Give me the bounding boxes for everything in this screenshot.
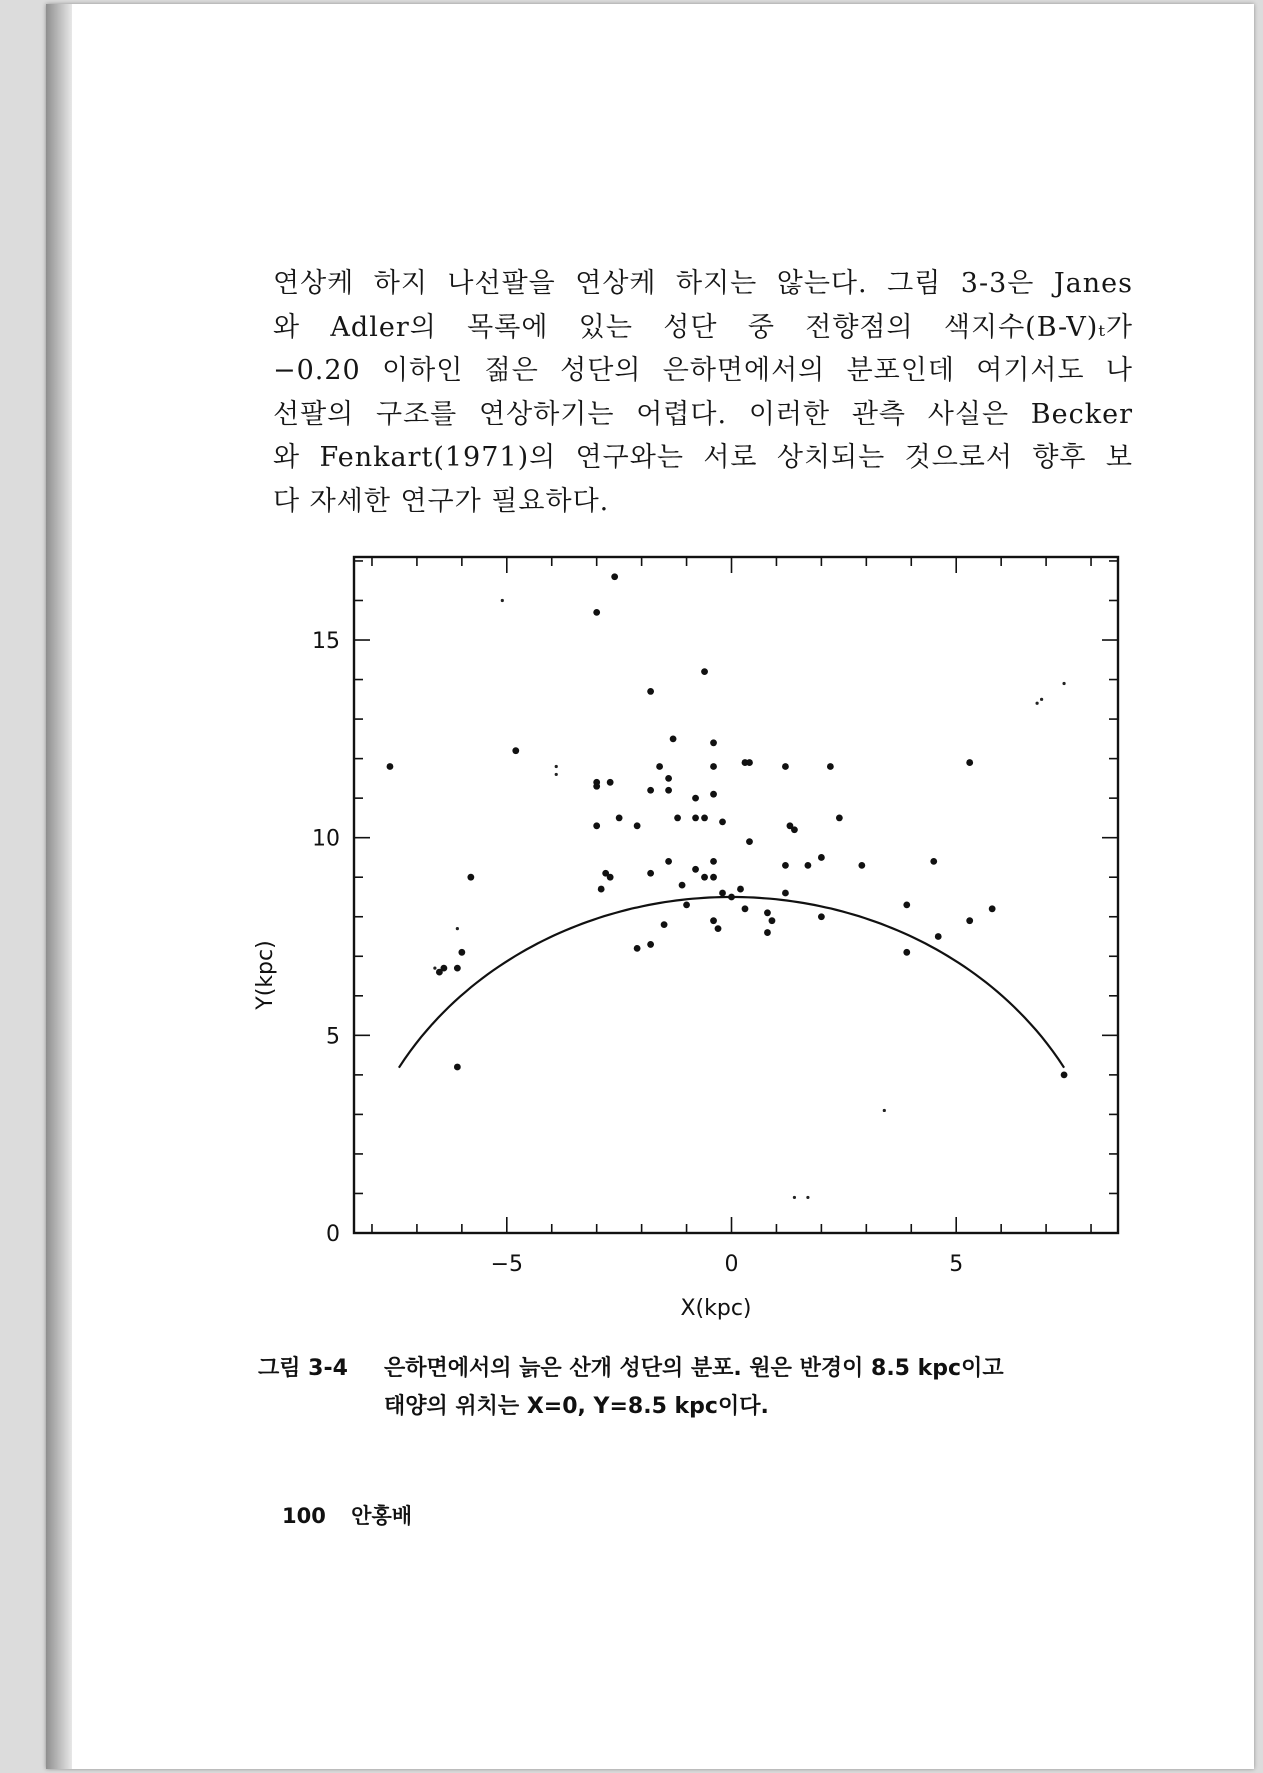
cluster-point-small: [806, 1196, 809, 1199]
body-paragraph: [273, 262, 1133, 523]
book-spine: [46, 4, 72, 1769]
cluster-point: [710, 739, 717, 746]
cluster-point: [607, 779, 614, 786]
cluster-point: [710, 791, 717, 798]
cluster-point-small: [1062, 682, 1065, 685]
body-line: −0.20 이하인 젊은 성단의 은하면에서의 분포인데 여기서도 나: [273, 355, 1133, 386]
cluster-point-small: [1036, 702, 1039, 705]
cluster-point: [440, 965, 447, 972]
page-number: 100: [282, 1504, 326, 1528]
cluster-point-small: [883, 1109, 886, 1112]
cluster-point: [458, 949, 465, 956]
cluster-point: [710, 858, 717, 865]
cluster-point: [670, 735, 677, 742]
x-axis-title: X(kpc): [680, 1296, 752, 1321]
cluster-point: [791, 826, 798, 833]
cluster-point: [593, 783, 600, 790]
cluster-point: [719, 890, 726, 897]
body-line: 연상케 하지 나선팔을 연상케 하지는 않는다. 그림 3-3은 Janes: [273, 268, 1133, 299]
scatter-figure: [240, 545, 1140, 1325]
cluster-point: [818, 854, 825, 861]
cluster-point: [616, 815, 623, 822]
cluster-point-small: [433, 967, 436, 970]
cluster-point: [454, 1064, 461, 1071]
cluster-point: [782, 862, 789, 869]
cluster-point: [701, 874, 708, 881]
cluster-point: [656, 763, 663, 770]
cluster-point: [692, 795, 699, 802]
cluster-point-small: [456, 927, 459, 930]
cluster-point: [710, 763, 717, 770]
cluster-point: [715, 925, 722, 932]
cluster-point: [611, 573, 618, 580]
cluster-point: [782, 763, 789, 770]
cluster-point: [665, 775, 672, 782]
cluster-point: [692, 815, 699, 822]
cluster-point: [607, 874, 614, 881]
cluster-point: [701, 668, 708, 675]
cluster-point: [665, 787, 672, 794]
y-tick-label: 0: [326, 1222, 340, 1247]
cluster-point: [674, 815, 681, 822]
cluster-point: [737, 886, 744, 893]
y-axis-title: Y(kpc): [253, 940, 278, 1010]
cluster-point: [679, 882, 686, 889]
cluster-point: [836, 815, 843, 822]
y-tick-label: 5: [326, 1024, 340, 1050]
cluster-point: [805, 862, 812, 869]
cluster-point: [782, 890, 789, 897]
cluster-point: [467, 874, 474, 881]
cluster-point: [634, 945, 641, 952]
y-tick-label: 15: [312, 629, 340, 655]
solar-circle-arc: [399, 897, 1064, 1068]
cluster-point: [598, 886, 605, 893]
cluster-point: [858, 862, 865, 869]
cluster-point: [966, 759, 973, 766]
cluster-point: [930, 858, 937, 865]
body-line: 다 자세한 연구가 필요하다.: [273, 485, 610, 517]
cluster-point: [818, 913, 825, 920]
x-tick-label: 5: [949, 1252, 964, 1277]
cluster-point: [989, 905, 996, 912]
running-author: 안홍배: [351, 1504, 413, 1528]
cluster-point: [665, 858, 672, 865]
cluster-point-small: [793, 1196, 796, 1199]
cluster-point: [647, 941, 654, 948]
cluster-point: [966, 917, 973, 924]
cluster-point: [719, 818, 726, 825]
cluster-point-small: [555, 765, 558, 768]
cluster-point: [769, 917, 776, 924]
cluster-point-small: [501, 599, 504, 602]
plot-frame: [354, 557, 1118, 1233]
body-line: 와 Fenkart(1971)의 연구와는 서로 상치되는 것으로서 향후 보: [273, 442, 1133, 473]
cluster-point: [387, 763, 394, 770]
cluster-point: [647, 787, 654, 794]
cluster-point: [728, 894, 735, 901]
cluster-point: [647, 870, 654, 877]
cluster-point: [710, 917, 717, 924]
cluster-point: [512, 747, 519, 754]
cluster-point: [701, 815, 708, 822]
cluster-point: [746, 759, 753, 766]
body-line: 와 Adler의 목록에 있는 성단 중 전향점의 색지수(B-V)ₜ가: [273, 311, 1133, 343]
cluster-point: [935, 933, 942, 940]
cluster-point: [710, 874, 717, 881]
cluster-point: [647, 688, 654, 695]
cluster-point: [634, 822, 641, 829]
cluster-point: [903, 949, 910, 956]
caption-line: 태양의 위치는 X=0, Y=8.5 kpc이다.: [384, 1394, 769, 1419]
cluster-point: [764, 909, 771, 916]
cluster-point: [454, 965, 461, 972]
cluster-point: [746, 838, 753, 845]
x-tick-label: −5: [490, 1252, 524, 1277]
cluster-point: [827, 763, 834, 770]
caption-label: 그림 3-4: [258, 1356, 348, 1381]
cluster-point: [683, 901, 690, 908]
cluster-point-small: [1040, 698, 1043, 701]
body-line: 선팔의 구조를 연상하기는 어렵다. 이러한 관측 사실은 Becker: [273, 398, 1133, 430]
page-footer: [282, 1500, 430, 1530]
cluster-point: [593, 822, 600, 829]
cluster-point-small: [555, 773, 558, 776]
x-tick-label: 0: [724, 1252, 739, 1277]
y-tick-label: 10: [312, 826, 340, 852]
cluster-point: [764, 929, 771, 936]
cluster-point: [742, 905, 749, 912]
cluster-point: [1061, 1071, 1068, 1078]
cluster-point: [903, 901, 910, 908]
caption-line: 은하면에서의 늙은 산개 성단의 분포. 원은 반경이 8.5 kpc이고: [384, 1356, 1004, 1381]
cluster-point: [692, 866, 699, 873]
cluster-point: [593, 609, 600, 616]
cluster-point: [661, 921, 668, 928]
